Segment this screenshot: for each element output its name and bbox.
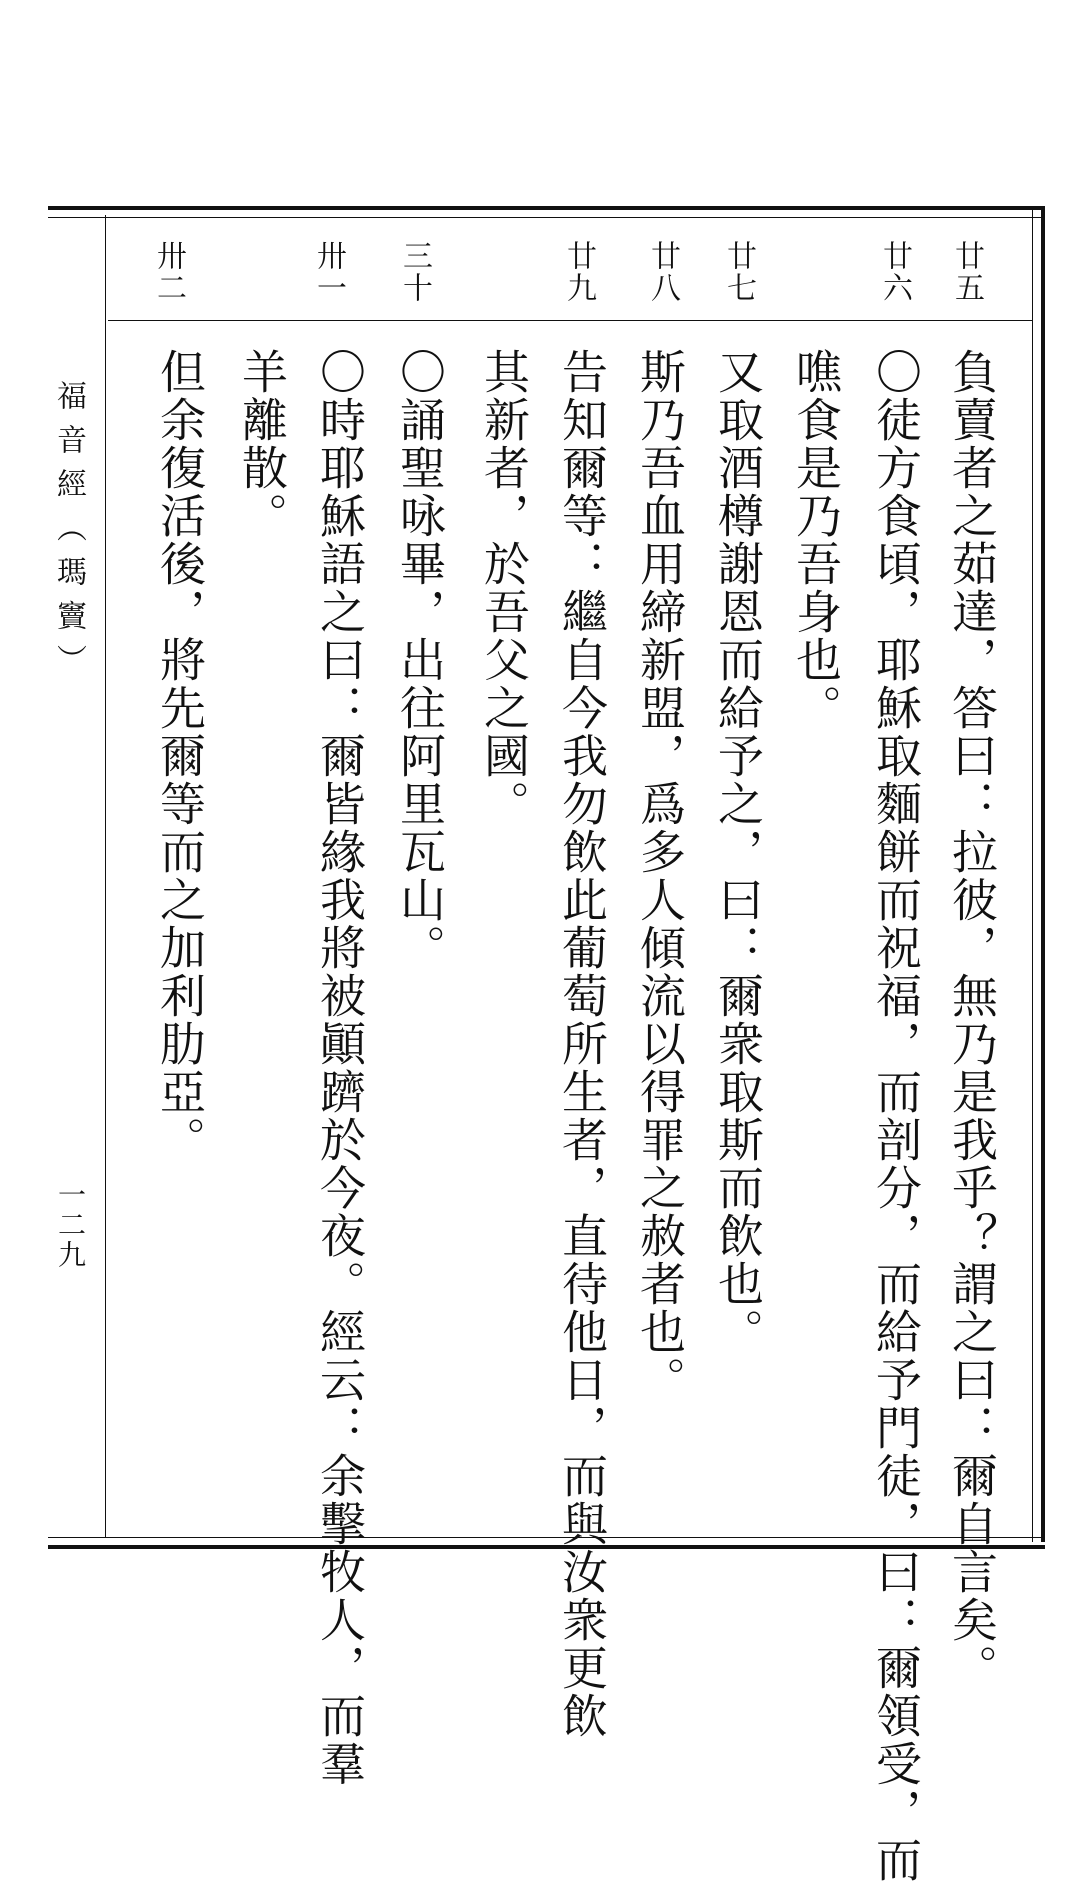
verse-number-27: 廿七: [721, 240, 756, 304]
text-column-9: 〇時耶穌語之曰：爾皆緣我將被顚躋於今夜。經云：余擊牧人，而羣: [313, 348, 367, 1788]
text-column-2: 〇徒方食頃，耶穌取麵餅而祝福，而剖分，而給予門徒，曰：爾領受，而: [869, 348, 923, 1884]
verse-number-30: 三十: [397, 240, 432, 304]
verse-number-29: 廿九: [561, 240, 596, 304]
text-column-7: 其新者，於吾父之國。: [477, 348, 531, 828]
verse-number-divider: [108, 320, 1032, 321]
text-column-10: 羊離散。: [235, 348, 289, 540]
page-number: 一二九: [54, 1180, 87, 1270]
text-column-8: 〇誦聖咏畢，出往阿里瓦山。: [393, 348, 447, 972]
text-column-5: 斯乃吾血用締新盟，爲多人傾流以得罪之赦者也。: [633, 348, 687, 1404]
page-frame-right-rule: [1032, 210, 1045, 1542]
text-column-3: 噍食是乃吾身也。: [789, 348, 843, 732]
text-column-1: 負賣者之茹達，答曰：拉彼，無乃是我乎？謂之曰：爾自言矣。: [945, 348, 999, 1692]
book-title: 福音經（瑪竇）: [51, 380, 86, 688]
verse-number-25: 廿五: [949, 240, 984, 304]
verse-number-28: 廿八: [645, 240, 680, 304]
text-column-4: 又取酒樽謝恩而給予之，曰：爾衆取斯而飲也。: [711, 348, 765, 1356]
verse-number-26: 廿六: [877, 240, 912, 304]
page-frame-top-rule: [48, 206, 1045, 218]
verse-number-31: 卅一: [311, 240, 346, 304]
text-column-6: 告知爾等：繼自今我勿飲此葡萄所生者，直待他日，而與汝衆更飲: [555, 348, 609, 1740]
verse-number-32: 卅二: [151, 240, 186, 304]
text-column-11: 但余復活後，將先爾等而之加利肋亞。: [153, 348, 207, 1164]
page-frame-left-rule: [105, 215, 106, 1537]
